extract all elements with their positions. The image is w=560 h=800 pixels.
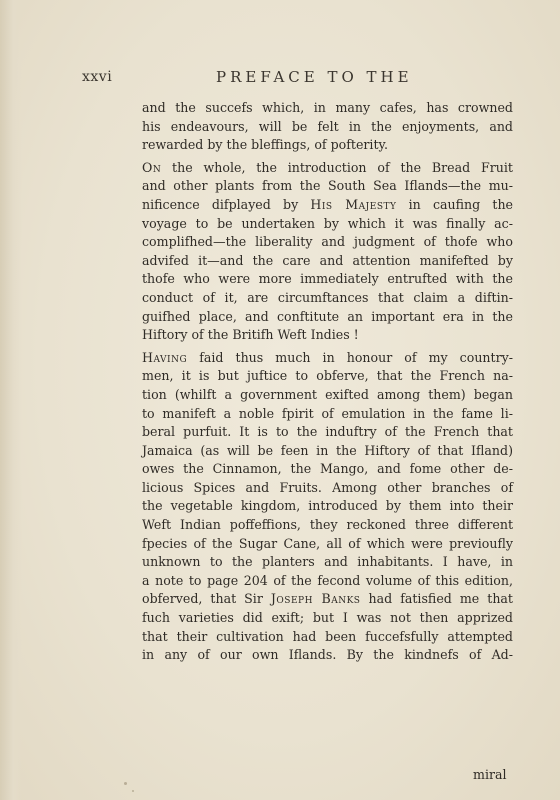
page-header <box>0 68 560 92</box>
paragraph-lead-word: Having <box>142 349 188 365</box>
text-line: Jamaica (as will be feen in the Hiftory of that Ifland) <box>142 442 513 458</box>
paper-speck <box>124 782 127 785</box>
text-line: guifhed place, and conftitute an important era in the <box>142 308 513 324</box>
text-line: and other plants from the South Sea Iflands—the mu- <box>142 178 513 194</box>
small-caps-name: His Majesty <box>310 196 397 212</box>
text-line <box>142 159 513 178</box>
text-line <box>142 196 513 215</box>
paragraph-lead-word: On <box>142 159 162 175</box>
text-run: obferved, that Sir <box>142 591 271 607</box>
text-line: Hiftory of the Britifh Weft Indies ! <box>142 327 359 343</box>
text-line: a note to page 204 of the fecond volume of this edition, <box>142 572 513 588</box>
text-line: fuch varieties did exift; but I was not then apprized <box>142 610 513 626</box>
text-line: licious Spices and Fruits. Among other branches of <box>142 479 513 495</box>
text-line: rewarded by the bleffings, of pofterity. <box>142 137 388 153</box>
text-line <box>142 590 513 609</box>
text-line: fpecies of the Sugar Cane, all of which were previoufly <box>142 535 513 551</box>
text-line: to manifeft a noble fpirit of emulation in the fame li- <box>142 405 513 421</box>
text-line: his endeavours, will be felt in the enjoyments, and <box>142 118 513 134</box>
text-line: and the succefs which, in many cafes, has crowned <box>142 100 513 115</box>
text-run: had fatisfied me that <box>360 591 513 607</box>
text-line: voyage to be undertaken by which it was finally ac- <box>142 215 513 231</box>
page-gutter-shadow <box>0 0 22 800</box>
text-run: nificence difplayed by <box>142 196 311 212</box>
text-line: conduct of it, are circumftances that claim a diftin- <box>142 289 513 305</box>
text-line: Weft Indian poffeffions, they reckoned three different <box>142 517 513 533</box>
running-head: PREFACE TO THE <box>216 68 413 86</box>
text-line: in any of our own Iflands. By the kindnefs of Ad- <box>142 647 513 663</box>
body-text <box>142 99 513 665</box>
text-run: faid thus much in honour of my country- <box>187 349 513 365</box>
text-line: that their cultivation had been fuccefsfully attempted <box>142 628 513 644</box>
small-caps-name: Joseph Banks <box>270 591 361 607</box>
text-line: the vegetable kingdom, introduced by them into their <box>142 498 513 514</box>
text-line: advifed it—and the care and attention manifefted by <box>142 252 513 268</box>
text-run: in caufing the <box>396 196 514 212</box>
paper-speck <box>132 790 134 792</box>
catchword: miral <box>473 767 507 782</box>
text-line: men, it is but juftice to obferve, that the French na- <box>142 368 513 384</box>
text-line <box>142 349 513 368</box>
text-line: unknown to the planters and inhabitants. I have, in <box>142 554 513 570</box>
text-line: tion (whilft a government exifted among them) began <box>142 386 513 402</box>
text-line: thofe who were more immediately entrufted with the <box>142 271 513 287</box>
page-number: xxvi <box>82 69 113 85</box>
text-line: owes the Cinnamon, the Mango, and fome other de- <box>142 461 513 477</box>
text-line: complifhed—the liberality and judgment of thofe who <box>142 234 513 250</box>
text-line: beral purfuit. It is to the induftry of the French that <box>142 424 513 440</box>
text-run: the whole, the introduction of the Bread Fruit <box>161 159 513 175</box>
